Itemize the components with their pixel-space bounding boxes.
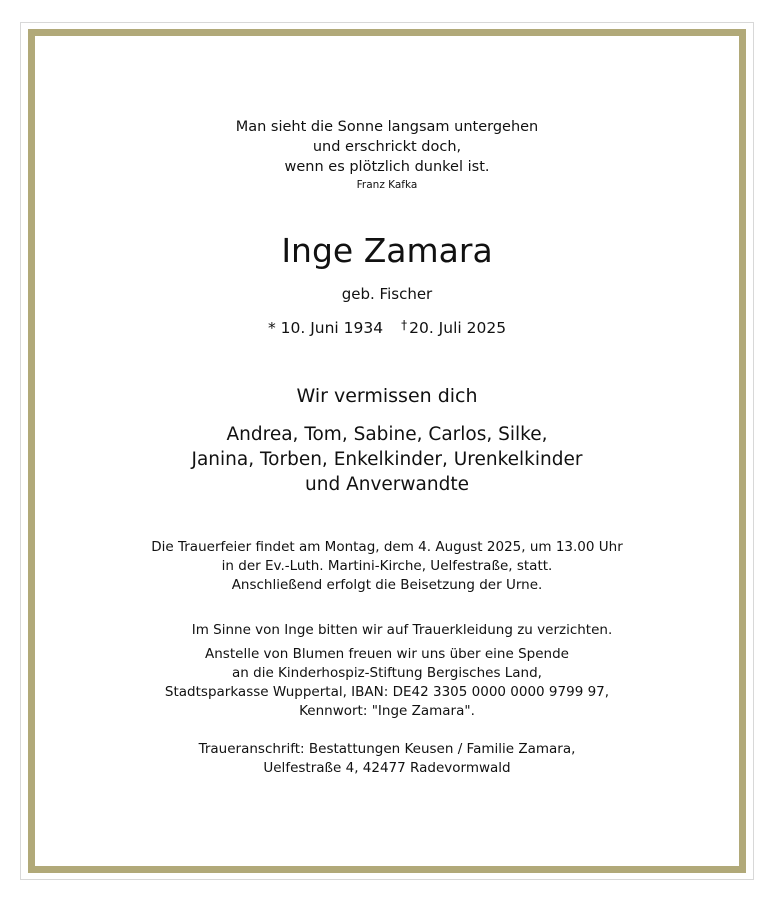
life-dates [21,318,753,339]
address-line: Uelfestraße 4, 42477 Radevormwald [263,760,511,776]
mourning-address [21,740,753,778]
donation-line: Stadtsparkasse Wuppertal, IBAN: DE42 3305 0000 0000 9799 97, [164,684,610,700]
birth-name: geb. Fischer [341,285,433,303]
donation-line: Kennwort: "Inge Zamara". [299,703,475,719]
quote-block [21,117,753,193]
ceremony-line: in der Ev.-Luth. Martini-Kirche, Uelfestraße, statt. [221,558,553,574]
mourners-line: und Anverwandte [305,474,469,495]
donation-line: Anstelle von Blumen freuen wir uns über eine Spende [205,646,569,662]
ceremony-info [21,538,753,595]
birth-date: * 10. Juni 1934 [267,319,384,337]
obituary-card [20,22,754,880]
donation-line: an die Kinderhospiz-Stiftung Bergisches Land, [232,665,542,681]
mourners-heading: Wir vermissen dich [296,385,478,407]
cross-icon: † [401,318,408,332]
donation-info [21,645,753,721]
address-line: Traueranschrift: Bestattungen Keusen / Familie Zamara, [198,741,576,757]
mourners-line: Janina, Torben, Enkelkinder, Urenkelkinder [191,449,583,470]
deceased-name: Inge Zamara [281,231,493,270]
obituary-content [21,23,753,879]
quote-author: Franz Kafka [356,179,418,191]
quote-line: und erschrickt doch, [312,139,462,155]
mourners-list [21,422,753,497]
ceremony-line: Anschließend erfolgt die Beisetzung der Urne. [231,577,543,593]
quote-line: wenn es plötzlich dunkel ist. [284,159,490,175]
mourners-line: Andrea, Tom, Sabine, Carlos, Silke, [226,424,548,445]
death-date: 20. Juli 2025 [409,319,507,337]
quote-line: Man sieht die Sonne langsam untergehen [235,119,539,135]
dress-code-note: Im Sinne von Inge bitten wir auf Trauerkleidung zu verzichten. [191,622,613,638]
ceremony-line: Die Trauerfeier findet am Montag, dem 4. August 2025, um 13.00 Uhr [151,539,623,555]
